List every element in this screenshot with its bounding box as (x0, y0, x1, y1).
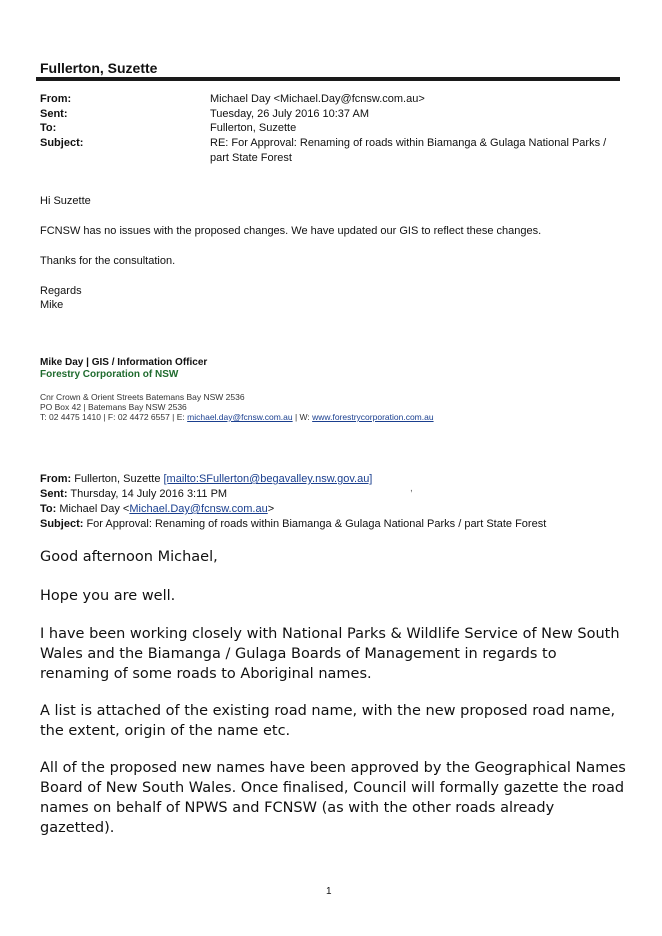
signature-address-2: PO Box 42 | Batemans Bay NSW 2536 (40, 402, 187, 412)
to-label: To: (40, 122, 57, 134)
signature-phone-fax: T: 02 4475 1410 | F: 02 4472 6557 | E: (40, 412, 188, 422)
original-to-line (40, 503, 274, 515)
original-paragraph-2: I have been working closely with National Parks & Wildlife Service of New South Wales and the Biamanga / Gulaga Boards of Management in regards to renaming of some roads to Aboriginal names. (40, 626, 620, 682)
page-number: 1 (326, 886, 332, 897)
reply-closing: Regards (40, 285, 82, 297)
original-subject-value: For Approval: Renaming of roads within Biamanga & Gulaga National Parks / part State Forest (83, 518, 547, 530)
original-paragraph-4: All of the proposed new names have been approved by the Geographical Names Board of New South Wales. Once finalised, Council will formally gazette the road names on behalf of NPWS and FCNSW (as with the other roads already gazetted). (40, 760, 626, 836)
original-to-label: To: (40, 503, 57, 515)
signature-contact-line (40, 412, 434, 422)
sent-label: Sent: (40, 108, 68, 120)
original-from-label: From: (40, 473, 72, 485)
signature-email-link[interactable]: michael.day@fcnsw.com.au (187, 412, 293, 422)
signature-web-prefix: | W: (292, 412, 313, 422)
heading-rule (36, 77, 620, 81)
signature-name-title: Mike Day | GIS / Information Officer (40, 357, 208, 368)
from-value: Michael Day <Michael.Day@fcnsw.com.au> (210, 93, 425, 105)
reply-sender: Mike (40, 299, 64, 311)
signature-organisation: Forestry Corporation of NSW (40, 369, 179, 380)
original-paragraph-1: Hope you are well. (40, 588, 176, 604)
original-from-line (40, 473, 372, 485)
original-to-suffix: > (267, 503, 275, 515)
original-sent-label: Sent: (40, 488, 68, 500)
scan-mark: , (410, 483, 413, 494)
original-subject-line (40, 518, 546, 530)
original-greeting: Good afternoon Michael, (40, 549, 218, 565)
reply-greeting: Hi Suzette (40, 195, 91, 207)
original-sent-value: Thursday, 14 July 2016 3:11 PM (67, 488, 228, 500)
original-subject-label: Subject: (40, 518, 84, 530)
to-value: Fullerton, Suzette (210, 122, 297, 134)
sent-value: Tuesday, 26 July 2016 10:37 AM (210, 108, 369, 120)
reply-line-2: Thanks for the consultation. (40, 255, 176, 267)
from-label: From: (40, 93, 72, 105)
original-to-email-link[interactable]: Michael.Day@fcnsw.com.au (129, 503, 268, 515)
original-to-prefix: Michael Day < (56, 503, 130, 515)
document-owner-heading: Fullerton, Suzette (40, 60, 158, 76)
original-sent-line (40, 488, 227, 500)
subject-label: Subject: (40, 137, 84, 149)
subject-value-line1: RE: For Approval: Renaming of roads within Biamanga & Gulaga National Parks / (210, 137, 607, 149)
original-from-name: Fullerton, Suzette (71, 473, 164, 485)
subject-value-line2: part State Forest (210, 152, 292, 164)
original-from-mailto-link[interactable]: [mailto:SFullerton@begavalley.nsw.gov.au] (163, 473, 373, 485)
signature-web-link[interactable]: www.forestrycorporation.com.au (312, 412, 434, 422)
original-paragraph-3: A list is attached of the existing road name, with the new proposed road name, the extent, origin of the name etc. (40, 703, 616, 739)
signature-address-1: Cnr Crown & Orient Streets Batemans Bay NSW 2536 (40, 392, 245, 402)
reply-line-1: FCNSW has no issues with the proposed changes. We have updated our GIS to reflect these changes. (40, 225, 542, 237)
